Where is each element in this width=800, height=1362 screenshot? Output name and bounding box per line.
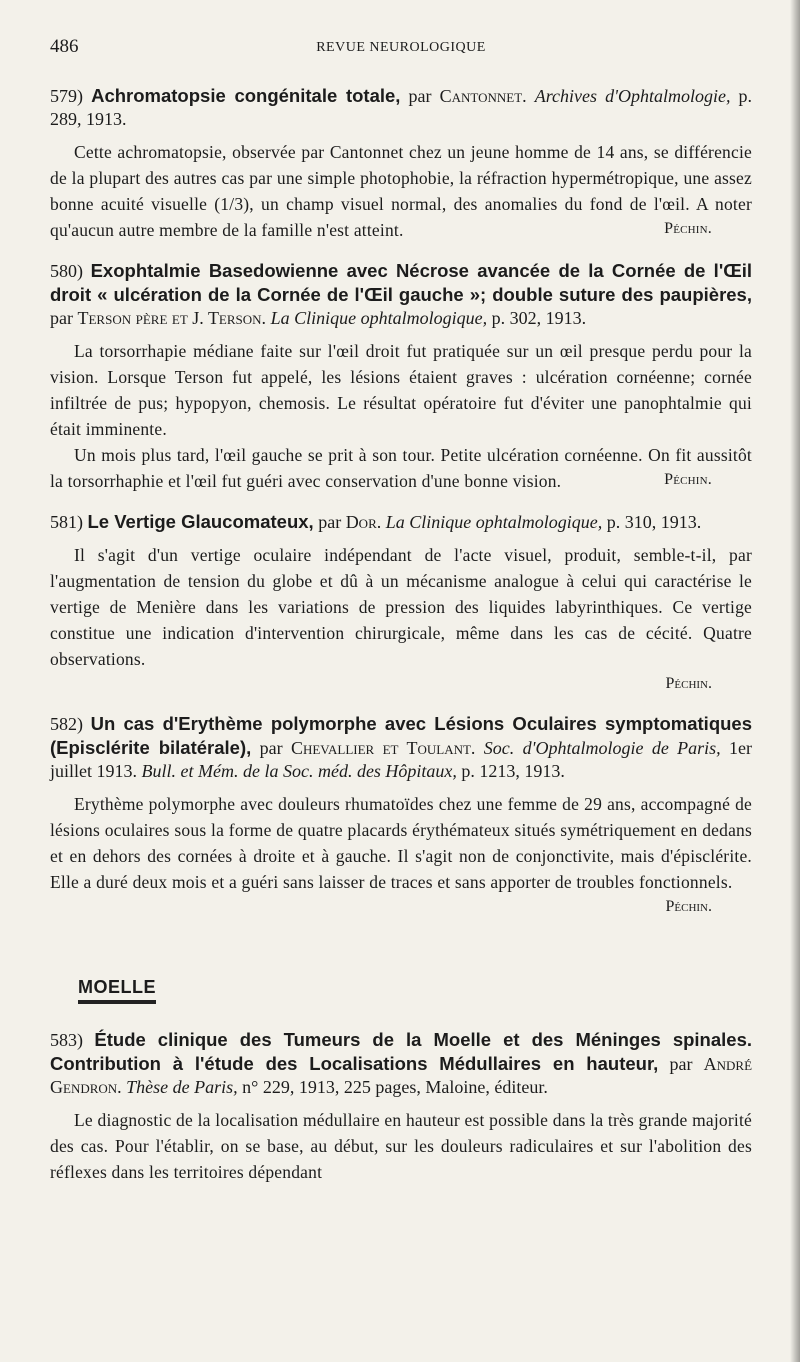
abstract-authors: André Gendron. — [50, 1054, 753, 1097]
abstract-583 — [50, 1028, 752, 1185]
page-number: 486 — [50, 36, 79, 57]
by-word: par — [318, 512, 342, 532]
by-word: par — [669, 1054, 693, 1074]
abstract-heading — [50, 510, 752, 534]
abstract-source: La Clinique ophtalmologique, — [270, 308, 488, 328]
abstract-heading — [50, 1028, 752, 1099]
abstract-authors: Chevallier et Toulant. — [290, 738, 476, 758]
abstract-text-continued — [50, 442, 752, 494]
abstract-source: La Clinique ophtalmologique, — [385, 512, 603, 532]
abstract-text — [50, 542, 752, 672]
abstract-source: Archives d'Ophtalmologie, — [534, 86, 731, 106]
abstract-source: Soc. d'Ophtalmologie de Paris, — [483, 738, 721, 758]
section-heading: MOELLE — [78, 977, 156, 1004]
paragraph: Cette achromatopsie, observée par Cantonnet chez un jeune homme de 14 ans, se différencie de la plupart des autres cas par une simple photophobie, la réfraction hypermétropique, une assez bonne acuité visuelle (1/3), un champ visuel normal, des anomalies du fond de l'œil. A noter qu'aucun autre membre de la famille n'est atteint. — [50, 142, 752, 240]
by-word: par — [259, 738, 283, 758]
abstract-reference: p. 289, 1913. — [50, 86, 753, 129]
paragraph: Il s'agit d'un vertige oculaire indépendant de l'acte visuel, produit, semble-t-il, par l'augmentation de tension du globe et dû à un mécanisme analogue à celui qui caractérise le vertige de Menière dans les variations de pression des liquides labyrinthiques. Ce vertige constitue une indication d'intervention chirurgicale, même dans les cas de cécité. Quatre observations. — [50, 545, 752, 669]
paragraph: Un mois plus tard, l'œil gauche se prit à son tour. Petite ulcération cornéenne. On fit aussitôt la torsorrhaphie et l'œil fut guéri avec conservation d'une bonne vision. — [50, 445, 752, 491]
abstract-number: 580) — [50, 261, 83, 281]
abstract-582 — [50, 712, 752, 919]
abstract-authors: Terson père et J. Terson. — [77, 308, 267, 328]
abstract-number: 581) — [50, 512, 83, 532]
abstract-reference-2: p. 1213, 1913. — [461, 761, 565, 781]
abstract-title: Achromatopsie congénitale totale, — [91, 85, 401, 106]
by-word: par — [408, 86, 432, 106]
abstract-heading — [50, 259, 752, 330]
paragraph: Erythème polymorphe avec douleurs rhumatoïdes chez une femme de 29 ans, accompagné de lésions oculaires sous la forme de quatre placards érythémateux situés symétriquement en dedans et en dehors des cornées à droite et à gauche. Il s'agit non de conjonctivite, mais d'épisclérite. Elle a duré deux mois et a guéri sans laisser de traces et sans apporter de troubles fonctionnels. — [50, 794, 752, 892]
abstract-title: Un cas d'Erythème polymorphe avec Lésions Oculaires symptomatiques (Episclérite bilatérale), — [50, 713, 752, 758]
abstract-579 — [50, 84, 752, 243]
abstract-number: 579) — [50, 86, 83, 106]
abstract-authors: Cantonnet. — [439, 86, 527, 106]
abstract-reference: p. 302, 1913. — [491, 308, 587, 328]
abstract-text — [50, 791, 752, 895]
reviewer-signature: Péchin. — [664, 220, 712, 237]
abstract-580 — [50, 259, 752, 494]
abstract-reference: n° 229, 1913, 225 pages, Maloine, éditeur. — [242, 1077, 548, 1097]
abstract-authors: Dor. — [345, 512, 382, 532]
abstract-title: Étude clinique des Tumeurs de la Moelle et des Méninges spinales. Contribution à l'étude des Localisations Médullaires en hauteur, — [50, 1029, 752, 1074]
abstract-source-2: Bull. et Mém. de la Soc. méd. des Hôpitaux, — [141, 761, 457, 781]
paragraph: La torsorrhapie médiane faite sur l'œil droit fut pratiquée sur un œil presque perdu pour la vision. Lorsque Terson fut appelé, les lésions étaient graves : ulcération cornéenne; cornée infiltrée de pus; hypopyon, chemosis. Le résultat opératoire fut d'éviter une panophtalmie qui était imminente. — [50, 341, 752, 439]
abstract-581 — [50, 510, 752, 696]
by-word: par — [50, 308, 73, 328]
abstract-reference: 1er juillet 1913. — [50, 738, 753, 781]
running-head — [50, 36, 752, 76]
abstract-heading — [50, 84, 752, 131]
paragraph: Le diagnostic de la localisation médullaire en hauteur est possible dans la très grande majorité des cas. Pour l'établir, on se base, au début, sur les douleurs radiculaires et sur l'abolition des réflexes dans les territoires dépendant — [50, 1110, 752, 1182]
abstract-number: 582) — [50, 714, 83, 734]
abstract-text — [50, 338, 752, 442]
abstract-title: Le Vertige Glaucomateux, — [87, 511, 314, 532]
reviewer-signature: Péchin. — [665, 675, 712, 692]
abstract-text — [50, 1107, 752, 1185]
reviewer-signature: Péchin. — [664, 471, 712, 488]
abstract-source: Thèse de Paris, — [126, 1077, 238, 1097]
journal-title: REVUE NEUROLOGIQUE — [316, 40, 486, 55]
abstract-heading — [50, 712, 752, 783]
abstract-title: Exophtalmie Basedowienne avec Nécrose avancée de la Cornée de l'Œil droit « ulcération de la Cornée de l'Œil gauche »; double suture des paupières, — [50, 260, 753, 305]
abstract-number: 583) — [50, 1030, 83, 1050]
abstract-text — [50, 139, 752, 243]
abstract-reference: p. 310, 1913. — [606, 512, 702, 532]
reviewer-signature: Péchin. — [665, 898, 712, 915]
